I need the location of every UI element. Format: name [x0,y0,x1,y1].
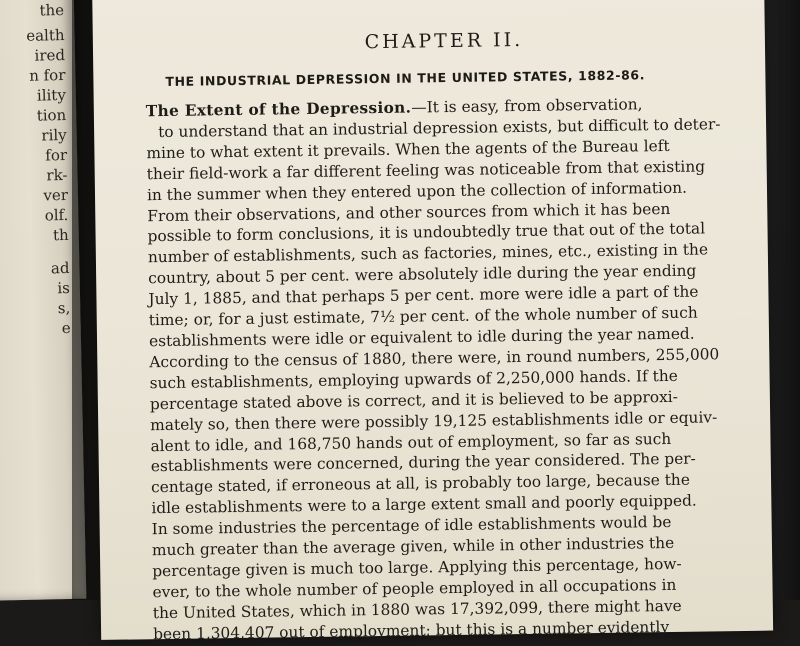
body-line: alent to idle, and 168,750 hands out of employment, so far as such [150,429,672,455]
body-line: centage stated, if erroneous at all, is probably too large, because the [150,471,691,497]
left-page-text-fragment: th [52,225,69,245]
body-line: number of establishments, such as factories, mines, etc., existing in the [147,240,709,267]
left-page-text-fragment: the [39,1,65,20]
body-line: possible to form conclusions, it is undoubtedly true that out of the total [147,219,706,246]
left-page-text-fragment: ired [34,46,66,65]
body-line: establishments were concerned, during the year considered. The per- [150,450,696,476]
book-page [92,0,773,643]
body-line: establishments were idle or equivalent to idle during the year named. [148,324,695,351]
body-line: percentage given is much too large. Applying this percentage, how- [152,554,682,581]
body-line: been 1,304,407 out of employment; but this is a number evidently [153,617,670,643]
body-line: time; or, for a just estimate, 7½ per cent. of the whole number of such [148,303,698,330]
body-line: July 1, 1885, and that perhaps 5 per cent. more were idle a part of the [148,282,699,309]
chapter-subtitle: THE INDUSTRIAL DEPRESSION IN THE UNITED STATES, 1882-86. [165,67,646,89]
left-page-text-fragment: n for [29,66,66,85]
body-line-text: —It is easy, from observation, [411,95,643,117]
left-page-text-fragment: rily [41,125,67,145]
body-line: their field-work a far different feeling was noticeable from that existing [146,157,706,183]
chapter-heading: CHAPTER II. [364,28,524,54]
body-line: percentage stated above is correct, and it is believed to be approxi- [149,387,678,413]
body-line: in the summer when they entered upon the collection of information. [146,178,688,204]
left-page-text-fragment: ility [36,85,67,105]
body-text [146,93,734,645]
left-page-text-fragment: is [57,278,71,298]
body-line: In some industries the percentage of idle establishments would be [151,513,672,539]
body-line: such establishments, employing upwards of 2,250,000 hands. If the [149,366,678,393]
body-line: ever, to the whole number of people employed in all occupations in [152,575,677,602]
body-line: to understand that an industrial depression exists, but difficult to deter- [158,115,721,141]
body-line: much greater than the average given, while in other industries the [151,533,675,560]
body-line: According to the census of 1880, there were, in round numbers, 255,000 [149,345,720,372]
body-line: country, about 5 per cent. were absolutely idle during the year ending [148,261,697,288]
left-page-text-fragment: for [45,145,68,165]
left-page-text-fragment: ad [50,258,70,278]
body-line: idle establishments were to a large extent small and poorly equipped. [151,491,697,518]
body-line: From their observations, and other sources from which it has been [147,199,671,225]
left-page-text-fragment: ealth [26,26,65,45]
left-page-text-fragment: olf. [44,205,69,225]
left-page-text-fragment: e [61,318,71,338]
body-line: the United States, which in 1880 was 17,392,099, there might have [152,596,682,622]
left-page-text-fragment: rk- [46,165,68,185]
left-page-text-fragment: ver [43,185,69,205]
body-line: mately so, then there were possibly 19,125 establishments idle or equiv- [150,407,718,434]
left-page-text-fragment: s, [57,298,71,318]
section-lead-heading: The Extent of the Depression. [145,98,412,121]
left-page-text-fragment: tion [36,105,67,125]
body-line: mine to what extent it prevails. When the agents of the Bureau left [146,136,670,163]
